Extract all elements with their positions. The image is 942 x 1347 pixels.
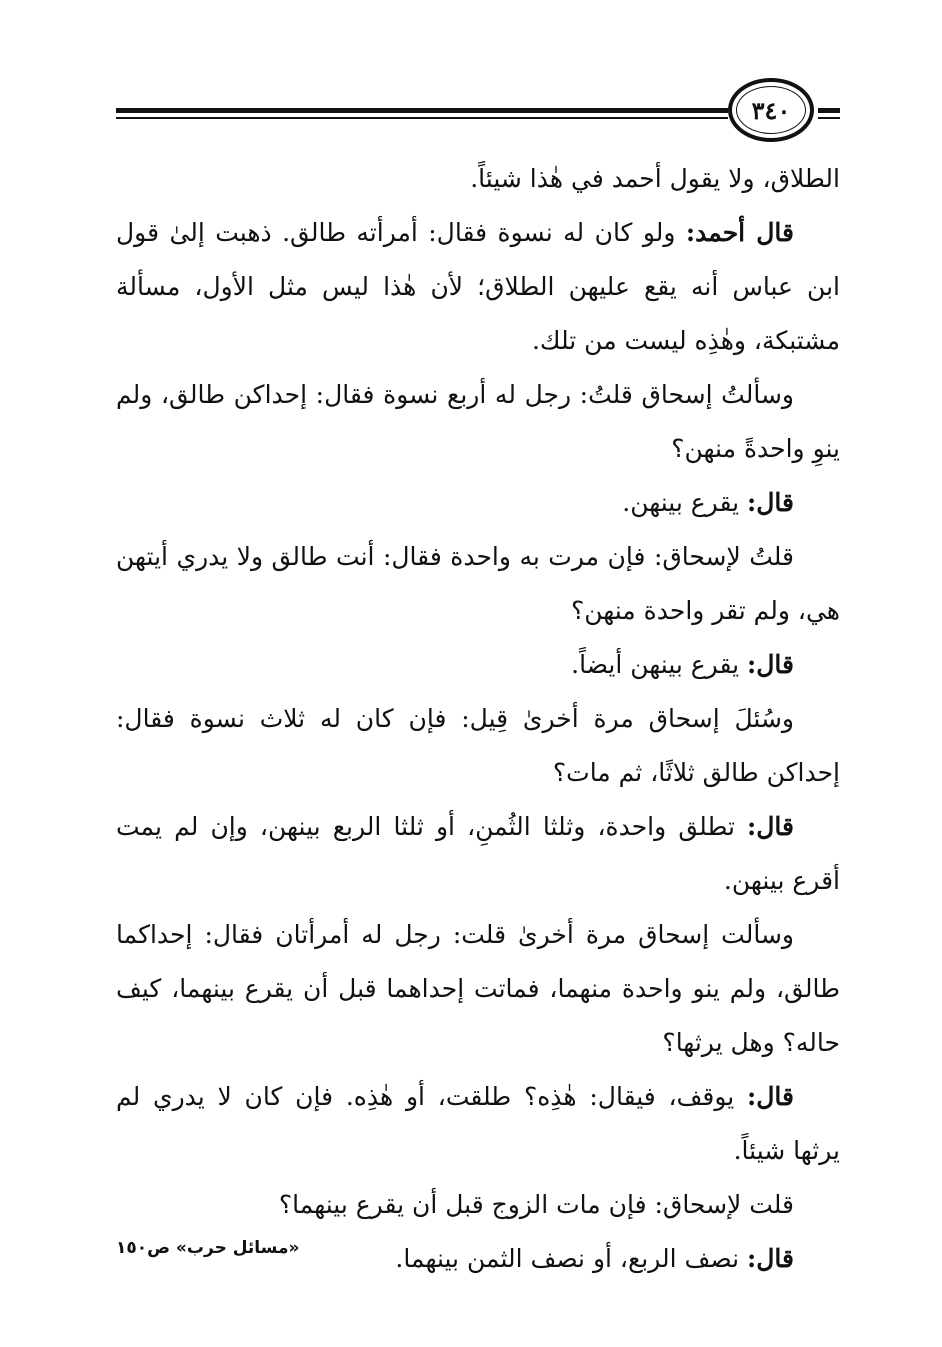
paragraph: وسُئلَ إسحاق مرة أخرىٰ قِيل: فإن كان له ثلاث نسوة فقال: إحداكن طالق ثلاثًا، ثم مات؟	[116, 704, 840, 787]
paragraph: قلتُ لإسحاق: فإن مرت به واحدة فقال: أنت طالق ولا يدري أيتهن هي، ولم تقر واحدة منهن؟	[116, 542, 840, 625]
paragraph: الطلاق، ولا يقول أحمد في هٰذا شيئاً.	[470, 164, 840, 193]
header-rule-right-thick	[818, 108, 840, 113]
speaker-label: قال:	[747, 1244, 794, 1273]
speaker-label: قال:	[747, 650, 794, 679]
page-header	[116, 78, 840, 148]
paragraph: وسألتُ إسحاق قلتُ: رجل له أربع نسوة فقال: إحداكن طالق، ولم ينوِ واحدةً منهن؟	[116, 380, 840, 463]
header-rule-right-thin	[818, 117, 840, 119]
body-text	[116, 152, 840, 1286]
paragraph: قال: نصف الربع، أو نصف الثمن بينهما.	[395, 1244, 794, 1273]
paragraph: قلت لإسحاق: فإن مات الزوج قبل أن يقرع بينهما؟	[278, 1190, 794, 1219]
speaker-label: قال:	[747, 1082, 794, 1111]
paragraph: قال: يقرع بينهن.	[622, 488, 794, 517]
paragraph: قال: يقرع بينهن أيضاً.	[571, 650, 794, 679]
source-reference: «مسائل حرب» ص١٥٠	[116, 1238, 300, 1258]
paragraph: قال: تطلق واحدة، وثلثا الثُمنِ، أو ثلثا الربع بينهن، وإن لم يمت أقرع بينهن.	[116, 812, 840, 895]
paragraph: وسألت إسحاق مرة أخرىٰ قلت: رجل له أمرأتان فقال: إحداكما طالق، ولم ينو واحدة منهما، فماتت إحداهما قبل أن يقرع بينهما، كيف حاله؟ وهل يرثها؟	[116, 920, 840, 1057]
speaker-label: قال:	[747, 488, 794, 517]
header-rule-thin	[116, 117, 728, 119]
speaker-label: قال أحمد:	[685, 218, 794, 247]
header-rule-thick	[116, 108, 728, 113]
paragraph: قال أحمد: ولو كان له نسوة فقال: أمرأته طالق. ذهبت إلىٰ قول ابن عباس أنه يقع عليهن الطلاق؛ لأن هٰذا ليس مثل الأول، مسألة مشتبكة، وهٰذِه ليست من تلك.	[116, 218, 840, 355]
speaker-label: قال:	[747, 812, 794, 841]
page-number: ٣٤٠	[728, 78, 814, 142]
paragraph: قال: يوقف، فيقال: هٰذِه؟ طلقت، أو هٰذِه. فإن كان لا يدري لم يرثها شيئاً.	[116, 1082, 840, 1165]
